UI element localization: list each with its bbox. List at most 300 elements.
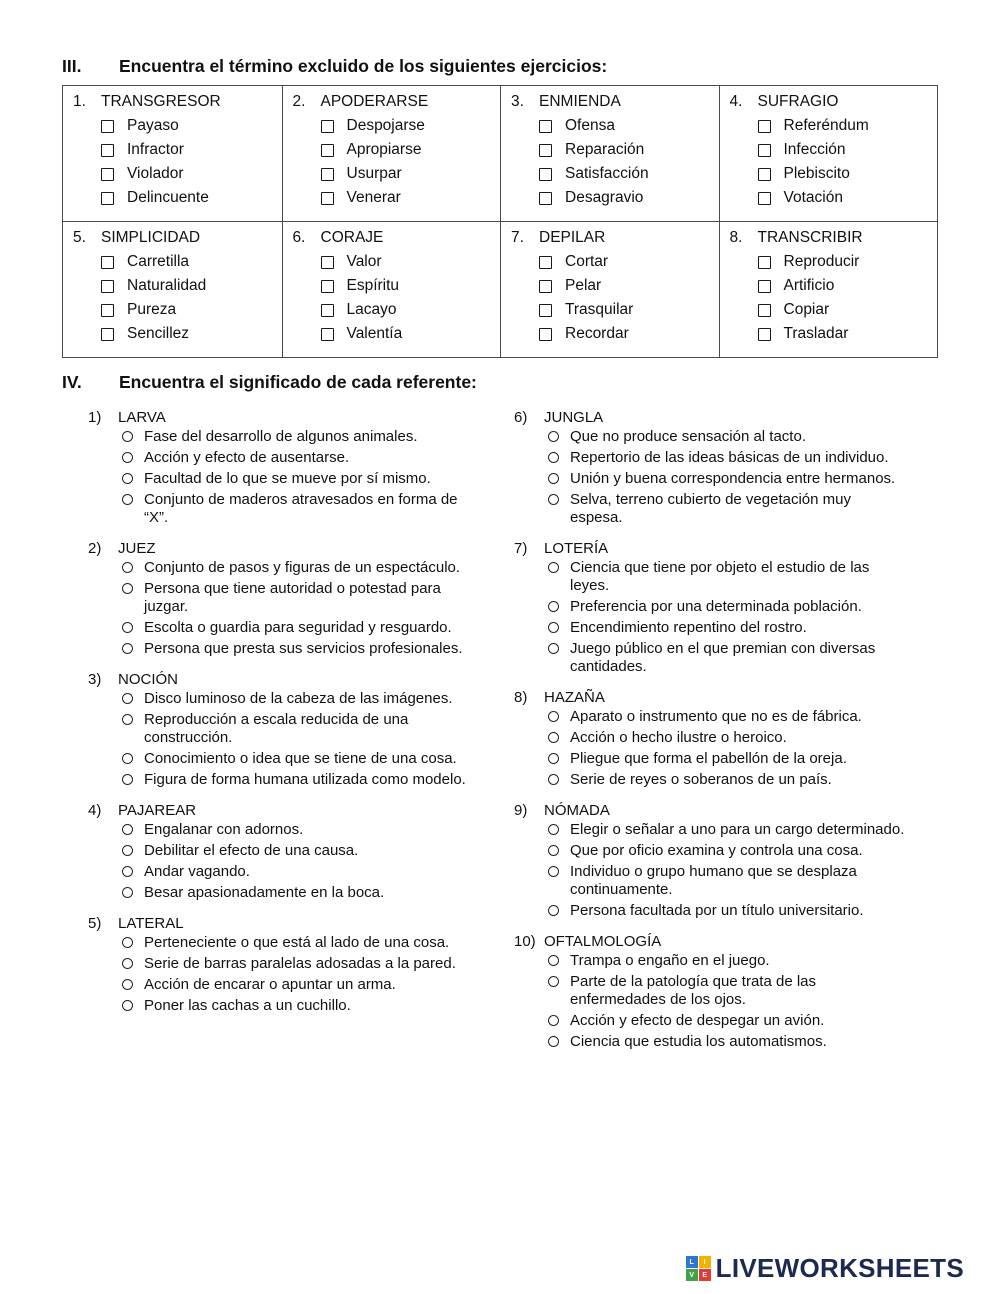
definition-option-label: Persona facultada por un título universitario. — [570, 902, 864, 919]
exercise-word: SUFRAGIO — [757, 93, 839, 110]
radio-button-icon[interactable] — [548, 711, 559, 722]
definition-option-label: Selva, terreno cubierto de vegetación muy espesa. — [570, 491, 851, 526]
definition-option[interactable] — [122, 997, 480, 1015]
checkbox-icon[interactable] — [758, 328, 771, 341]
definition-option[interactable] — [548, 619, 906, 637]
definition-number: 3) — [88, 671, 102, 688]
definition-number: 9) — [514, 802, 528, 819]
definition-option-label: Disco luminoso de la cabeza de las imágenes. — [144, 690, 453, 707]
checkbox-icon[interactable] — [539, 192, 552, 205]
exercise-option-label: Desagravio — [565, 189, 644, 206]
exercise-header — [728, 229, 930, 247]
exercise-option-label: Delincuente — [127, 189, 209, 206]
logo-block-i: I — [699, 1256, 711, 1268]
radio-button-icon[interactable] — [122, 452, 133, 463]
definition-item — [88, 671, 480, 789]
exercise-number: 6. — [292, 229, 306, 246]
exercise-option[interactable] — [758, 117, 930, 135]
definition-header — [88, 915, 480, 932]
exercise-number: 4. — [729, 93, 743, 110]
definition-option[interactable] — [548, 821, 906, 839]
radio-button-icon[interactable] — [122, 958, 133, 969]
definition-number: 8) — [514, 689, 528, 706]
definition-option[interactable] — [122, 821, 480, 839]
exercise-option-label: Naturalidad — [127, 277, 207, 294]
definition-option[interactable] — [548, 750, 906, 768]
exercise-option-label: Venerar — [346, 189, 401, 206]
exercise-word: ENMIENDA — [539, 93, 621, 110]
radio-button-icon[interactable] — [548, 976, 559, 987]
exercise-option-label: Copiar — [783, 301, 830, 318]
exercise-option[interactable] — [539, 253, 711, 271]
radio-button-icon[interactable] — [548, 732, 559, 743]
exercise-option[interactable] — [758, 189, 930, 207]
radio-button-icon[interactable] — [548, 845, 559, 856]
exercise-option[interactable] — [321, 301, 493, 319]
radio-button-icon[interactable] — [548, 824, 559, 835]
definition-option[interactable] — [122, 955, 480, 973]
definition-header — [88, 540, 480, 557]
exercise-word: CORAJE — [320, 229, 384, 246]
definition-option-label: Figura de forma humana utilizada como modelo. — [144, 771, 466, 788]
definition-word: HAZAÑA — [544, 689, 605, 706]
checkbox-icon[interactable] — [101, 120, 114, 133]
definition-number: 1) — [88, 409, 102, 426]
radio-button-icon[interactable] — [548, 1015, 559, 1026]
exercise-option-label: Violador — [127, 165, 184, 182]
definition-header — [514, 689, 906, 706]
radio-button-icon[interactable] — [548, 494, 559, 505]
checkbox-icon[interactable] — [101, 328, 114, 341]
definition-option[interactable] — [548, 902, 906, 920]
exercise-number: 2. — [292, 93, 306, 110]
definition-option-label: Debilitar el efecto de una causa. — [144, 842, 359, 859]
definitions-column-left — [88, 409, 480, 1064]
definition-word: NOCIÓN — [118, 671, 178, 688]
exercise-number: 7. — [511, 229, 524, 246]
definition-option[interactable] — [548, 952, 906, 970]
exercise-option[interactable] — [758, 277, 930, 295]
exercise-option[interactable] — [321, 165, 493, 183]
exercise-option[interactable] — [758, 165, 930, 183]
definition-word: JUNGLA — [544, 409, 604, 426]
definition-option-label: Persona que tiene autoridad o potestad para juzgar. — [144, 580, 441, 615]
exercise-word: TRANSGRESOR — [101, 93, 221, 110]
definition-option-label: Juego público en el que premian con diversas cantidades. — [570, 640, 876, 675]
radio-button-icon[interactable] — [122, 494, 133, 505]
definition-item — [514, 689, 906, 789]
exercise-cell — [719, 222, 938, 357]
radio-button-icon[interactable] — [122, 693, 133, 704]
definition-number: 6) — [514, 409, 528, 426]
exercise-option-label: Lacayo — [346, 301, 397, 318]
definition-option-label: Poner las cachas a un cuchillo. — [144, 997, 351, 1014]
definition-option-label: Pliegue que forma el pabellón de la oreja. — [570, 750, 847, 767]
checkbox-icon[interactable] — [321, 280, 334, 293]
definition-option-label: Conocimiento o idea que se tiene de una cosa. — [144, 750, 457, 767]
definition-option[interactable] — [122, 884, 480, 902]
definition-word: JUEZ — [118, 540, 156, 557]
radio-button-icon[interactable] — [548, 774, 559, 785]
definition-option-label: Engalanar con adornos. — [144, 821, 304, 838]
checkbox-icon[interactable] — [758, 304, 771, 317]
exercise-option-label: Espíritu — [346, 277, 400, 294]
exercise-option[interactable] — [539, 165, 711, 183]
checkbox-icon[interactable] — [321, 120, 334, 133]
exercise-cell — [500, 86, 719, 221]
checkbox-icon[interactable] — [101, 192, 114, 205]
radio-button-icon[interactable] — [122, 643, 133, 654]
definition-option[interactable] — [122, 619, 480, 637]
definition-option-label: Andar vagando. — [144, 863, 250, 880]
definition-item — [514, 540, 906, 676]
exercise-option-label: Trasladar — [783, 325, 849, 342]
radio-button-icon[interactable] — [122, 753, 133, 764]
exercise-option-label: Carretilla — [127, 253, 190, 270]
exercise-option[interactable] — [101, 117, 274, 135]
definition-option-label: Serie de reyes o soberanos de un país. — [570, 771, 832, 788]
radio-button-icon[interactable] — [122, 845, 133, 856]
definition-number: 10) — [514, 933, 536, 950]
radio-button-icon[interactable] — [122, 562, 133, 573]
definition-option[interactable] — [122, 470, 480, 488]
definition-number: 5) — [88, 915, 102, 932]
exercise-word: APODERARSE — [320, 93, 429, 110]
definition-option[interactable] — [122, 640, 480, 658]
exercise-option[interactable] — [321, 141, 493, 159]
logo-block-l: L — [686, 1256, 698, 1268]
exercise-option-label: Sencillez — [127, 325, 190, 342]
exercise-option-label: Artificio — [783, 277, 835, 294]
exercise-option[interactable] — [321, 189, 493, 207]
exercise-option[interactable] — [321, 117, 493, 135]
exercise-header — [728, 93, 930, 111]
exercise-cell — [63, 86, 282, 221]
checkbox-icon[interactable] — [539, 280, 552, 293]
radio-button-icon[interactable] — [122, 1000, 133, 1011]
definition-item — [514, 409, 906, 527]
definition-option-label: Unión y buena correspondencia entre hermanos. — [570, 470, 896, 487]
section4-number: IV. — [62, 372, 82, 392]
checkbox-icon[interactable] — [539, 120, 552, 133]
liveworksheets-logo-icon — [686, 1256, 711, 1281]
definition-header — [88, 671, 480, 688]
definition-header — [514, 409, 906, 426]
definition-option-label: Escolta o guardia para seguridad y resguardo. — [144, 619, 452, 636]
exercise-cell — [500, 222, 719, 357]
checkbox-icon[interactable] — [539, 304, 552, 317]
definition-word: LATERAL — [118, 915, 184, 932]
definition-option-label: Perteneciente o que está al lado de una cosa. — [144, 934, 450, 951]
definition-word: LARVA — [118, 409, 166, 426]
definition-option-label: Reproducción a escala reducida de una construcción. — [144, 711, 409, 746]
exercise-cell — [282, 222, 501, 357]
checkbox-icon[interactable] — [758, 256, 771, 269]
definition-header — [514, 540, 906, 557]
definition-option-label: Encendimiento repentino del rostro. — [570, 619, 807, 636]
definition-option[interactable] — [548, 491, 906, 527]
definition-option[interactable] — [122, 690, 480, 708]
checkbox-icon[interactable] — [101, 168, 114, 181]
checkbox-icon[interactable] — [321, 192, 334, 205]
definitions-columns — [88, 409, 1000, 1064]
exercise-option-label: Recordar — [565, 325, 629, 342]
definition-option-label: Preferencia por una determinada población. — [570, 598, 862, 615]
definition-option-label: Besar apasionadamente en la boca. — [144, 884, 385, 901]
exercise-option[interactable] — [101, 141, 274, 159]
definition-option[interactable] — [122, 711, 480, 747]
checkbox-icon[interactable] — [758, 280, 771, 293]
definition-option[interactable] — [548, 729, 906, 747]
exercise-number: 1. — [73, 93, 86, 110]
definition-header — [514, 802, 906, 819]
exercise-option[interactable] — [101, 189, 274, 207]
definition-option[interactable] — [548, 428, 906, 446]
radio-button-icon[interactable] — [548, 643, 559, 654]
checkbox-icon[interactable] — [101, 256, 114, 269]
definition-option[interactable] — [548, 559, 906, 595]
definition-number: 7) — [514, 540, 528, 557]
definition-option-label: Acción o hecho ilustre o heroico. — [570, 729, 787, 746]
exercise-option[interactable] — [321, 277, 493, 295]
radio-button-icon[interactable] — [122, 887, 133, 898]
radio-button-icon[interactable] — [122, 866, 133, 877]
definition-word: LOTERÍA — [544, 540, 609, 557]
footer — [686, 1253, 964, 1284]
definition-word: PAJAREAR — [118, 802, 197, 819]
radio-button-icon[interactable] — [548, 622, 559, 633]
exercise-option[interactable] — [539, 325, 711, 343]
exercise-option-label: Usurpar — [346, 165, 402, 182]
definition-option-label: Fase del desarrollo de algunos animales. — [144, 428, 418, 445]
definition-option-label: Trampa o engaño en el juego. — [570, 952, 770, 969]
exercise-header — [509, 229, 711, 247]
definition-option[interactable] — [122, 771, 480, 789]
definition-option[interactable] — [122, 449, 480, 467]
exercise-option[interactable] — [101, 301, 274, 319]
definition-item — [88, 409, 480, 527]
exercise-option-label: Apropiarse — [346, 141, 422, 158]
exercise-cell — [719, 86, 938, 221]
definition-option-label: Conjunto de maderos atravesados en forma de “X”. — [144, 491, 458, 526]
exercise-row-1 — [63, 86, 937, 221]
definition-option-label: Repertorio de las ideas básicas de un individuo. — [570, 449, 889, 466]
exercise-option[interactable] — [758, 141, 930, 159]
definition-option[interactable] — [548, 708, 906, 726]
exercise-option-label: Pureza — [127, 301, 177, 318]
definition-option[interactable] — [548, 470, 906, 488]
definition-number: 2) — [88, 540, 102, 557]
definition-option[interactable] — [122, 863, 480, 881]
definition-option-label: Aparato o instrumento que no es de fábrica. — [570, 708, 862, 725]
definition-option[interactable] — [548, 771, 906, 789]
checkbox-icon[interactable] — [321, 304, 334, 317]
exercise-option[interactable] — [758, 301, 930, 319]
exercise-option[interactable] — [539, 189, 711, 207]
checkbox-icon[interactable] — [321, 328, 334, 341]
section4-header — [62, 372, 1000, 393]
definition-option-label: Persona que presta sus servicios profesionales. — [144, 640, 463, 657]
definition-option[interactable] — [122, 559, 480, 577]
radio-button-icon[interactable] — [122, 714, 133, 725]
definition-option[interactable] — [122, 428, 480, 446]
radio-button-icon[interactable] — [548, 866, 559, 877]
definition-option[interactable] — [122, 750, 480, 768]
definition-option[interactable] — [548, 640, 906, 676]
definition-word: OFTALMOLOGÍA — [544, 933, 662, 950]
definition-item — [88, 540, 480, 658]
checkbox-icon[interactable] — [539, 144, 552, 157]
radio-button-icon[interactable] — [548, 955, 559, 966]
definition-header — [514, 933, 906, 950]
radio-button-icon[interactable] — [122, 431, 133, 442]
radio-button-icon[interactable] — [122, 622, 133, 633]
checkbox-icon[interactable] — [101, 304, 114, 317]
definition-option[interactable] — [122, 976, 480, 994]
radio-button-icon[interactable] — [122, 774, 133, 785]
exercise-row-2 — [63, 221, 937, 357]
exercise-cell — [63, 222, 282, 357]
checkbox-icon[interactable] — [758, 168, 771, 181]
exercise-option[interactable] — [758, 253, 930, 271]
definition-option[interactable] — [548, 1012, 906, 1030]
definition-option-label: Que no produce sensación al tacto. — [570, 428, 806, 445]
exercise-option[interactable] — [539, 301, 711, 319]
definition-header — [88, 409, 480, 426]
definition-item — [514, 933, 906, 1051]
exercise-option[interactable] — [321, 325, 493, 343]
exercise-option-label: Ofensa — [565, 117, 615, 134]
definition-option-label: Individuo o grupo humano que se desplaza continuamente. — [570, 863, 857, 898]
definition-option-label: Acción de encarar o apuntar un arma. — [144, 976, 396, 993]
exercise-option[interactable] — [539, 117, 711, 135]
radio-button-icon[interactable] — [548, 601, 559, 612]
checkbox-icon[interactable] — [758, 120, 771, 133]
exercise-option-label: Reproducir — [783, 253, 860, 270]
checkbox-icon[interactable] — [321, 144, 334, 157]
logo-block-v: V — [686, 1269, 698, 1281]
exercise-cell — [282, 86, 501, 221]
checkbox-icon[interactable] — [758, 192, 771, 205]
exercise-option-label: Valor — [346, 253, 382, 270]
exercise-number: 3. — [511, 93, 524, 110]
exercise-number: 5. — [73, 229, 86, 246]
definition-option[interactable] — [548, 1033, 906, 1051]
definition-option[interactable] — [548, 863, 906, 899]
definition-option-label: Acción y efecto de ausentarse. — [144, 449, 350, 466]
exercise-word: TRANSCRIBIR — [757, 229, 863, 246]
exercise-option-label: Pelar — [565, 277, 602, 294]
definition-option[interactable] — [548, 449, 906, 467]
radio-button-icon[interactable] — [122, 937, 133, 948]
radio-button-icon[interactable] — [548, 753, 559, 764]
checkbox-icon[interactable] — [101, 280, 114, 293]
definition-number: 4) — [88, 802, 102, 819]
exercise-option[interactable] — [539, 141, 711, 159]
definition-option-label: Acción y efecto de despegar un avión. — [570, 1012, 825, 1029]
exercise-header — [291, 93, 493, 111]
definition-header — [88, 802, 480, 819]
liveworksheets-brand: LIVEWORKSHEETS — [715, 1253, 964, 1283]
checkbox-icon[interactable] — [321, 256, 334, 269]
exercise-option-label: Despojarse — [346, 117, 425, 134]
exercise-header — [509, 93, 711, 111]
section3-title: Encuentra el término excluido de los siguientes ejercicios: — [119, 56, 608, 76]
definitions-column-right — [514, 409, 906, 1064]
section3-header — [62, 0, 1000, 77]
definition-option[interactable] — [122, 580, 480, 616]
definition-option-label: Serie de barras paralelas adosadas a la pared. — [144, 955, 456, 972]
exercise-option[interactable] — [101, 277, 274, 295]
checkbox-icon[interactable] — [539, 328, 552, 341]
radio-button-icon[interactable] — [548, 562, 559, 573]
radio-button-icon[interactable] — [122, 824, 133, 835]
definition-option-label: Elegir o señalar a uno para un cargo determinado. — [570, 821, 905, 838]
exercise-option[interactable] — [321, 253, 493, 271]
exercise-option[interactable] — [539, 277, 711, 295]
checkbox-icon[interactable] — [758, 144, 771, 157]
radio-button-icon[interactable] — [548, 452, 559, 463]
radio-button-icon[interactable] — [548, 473, 559, 484]
exercise-option[interactable] — [101, 165, 274, 183]
definition-option-label: Facultad de lo que se mueve por sí mismo. — [144, 470, 431, 487]
definition-option[interactable] — [122, 934, 480, 952]
definition-option-label: Conjunto de pasos y figuras de un espectáculo. — [144, 559, 461, 576]
checkbox-icon[interactable] — [539, 168, 552, 181]
definition-word: NÓMADA — [544, 802, 610, 819]
definition-item — [88, 802, 480, 902]
radio-button-icon[interactable] — [548, 905, 559, 916]
exercise-option-label: Valentía — [346, 325, 403, 342]
definition-option-label: Ciencia que tiene por objeto el estudio de las leyes. — [570, 559, 870, 594]
definition-item — [88, 915, 480, 1015]
exercise-option-label: Referéndum — [783, 117, 869, 134]
radio-button-icon[interactable] — [122, 473, 133, 484]
exercise-option[interactable] — [758, 325, 930, 343]
checkbox-icon[interactable] — [321, 168, 334, 181]
exercise-option[interactable] — [101, 253, 274, 271]
exercise-number: 8. — [729, 229, 743, 246]
checkbox-icon[interactable] — [101, 144, 114, 157]
checkbox-icon[interactable] — [539, 256, 552, 269]
exercise-option-label: Trasquilar — [565, 301, 634, 318]
exercise-option[interactable] — [101, 325, 274, 343]
definition-option[interactable] — [122, 491, 480, 527]
definition-option-label: Que por oficio examina y controla una cosa. — [570, 842, 863, 859]
definition-item — [514, 802, 906, 920]
exercise-header — [71, 93, 274, 111]
definition-option-label: Parte de la patología que trata de las enfermedades de los ojos. — [570, 973, 817, 1008]
exercise-option-label: Infección — [783, 141, 846, 158]
exercise-option-label: Votación — [783, 189, 843, 206]
definition-option[interactable] — [122, 842, 480, 860]
exercise-word: SIMPLICIDAD — [101, 229, 201, 246]
definition-option[interactable] — [548, 842, 906, 860]
radio-button-icon[interactable] — [122, 979, 133, 990]
radio-button-icon[interactable] — [548, 1036, 559, 1047]
exercise-header — [291, 229, 493, 247]
exercise-option-label: Plebiscito — [783, 165, 850, 182]
radio-button-icon[interactable] — [548, 431, 559, 442]
definition-option[interactable] — [548, 973, 906, 1009]
radio-button-icon[interactable] — [122, 583, 133, 594]
section4-title: Encuentra el significado de cada referente: — [119, 372, 477, 392]
exercise-option-label: Infractor — [127, 141, 184, 158]
exercise-option-label: Satisfacción — [565, 165, 649, 182]
logo-block-e: E — [699, 1269, 711, 1281]
definition-option[interactable] — [548, 598, 906, 616]
exercise-header — [71, 229, 274, 247]
